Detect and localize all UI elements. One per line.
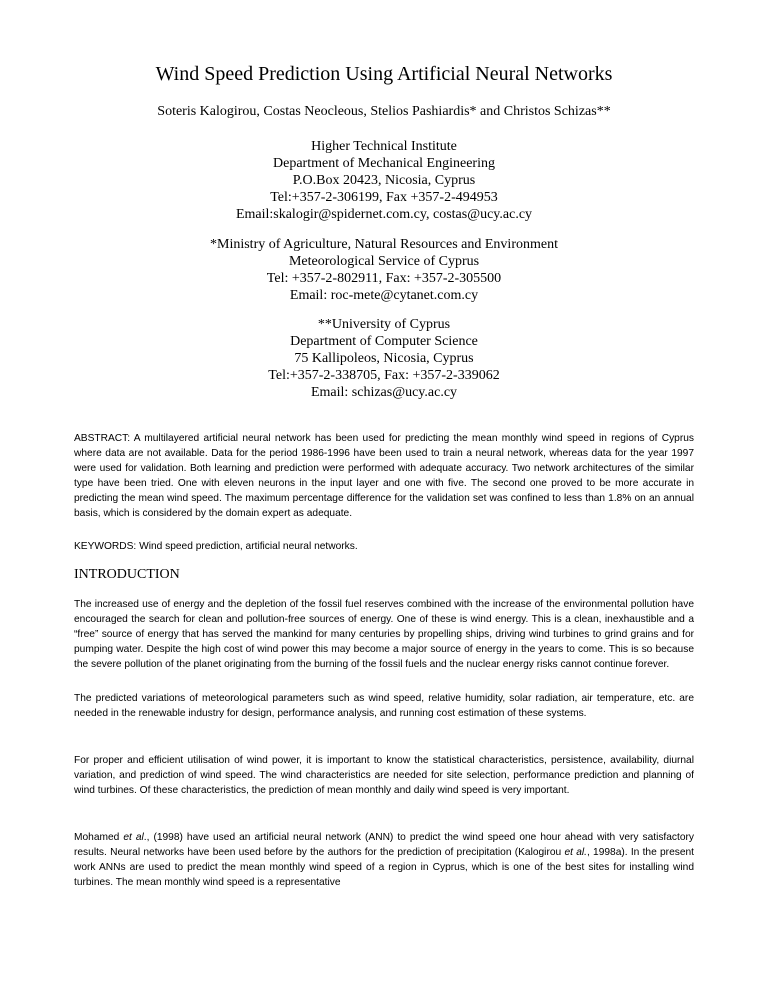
affiliation-line: Higher Technical Institute <box>311 139 457 154</box>
intro-paragraph: The predicted variations of meteorological parameters such as wind speed, relative humidity, solar radiation, air temperature, etc. are needed in the renewable industry for design, performance analysis, and running cost estimation of these systems. <box>74 693 694 719</box>
keywords: KEYWORDS: Wind speed prediction, artificial neural networks. <box>74 541 358 552</box>
affiliation-line: Tel:+357-2-306199, Fax +357-2-494953 <box>270 190 498 205</box>
affiliation-ucy <box>0 316 768 401</box>
affiliation-line: Department of Mechanical Engineering <box>273 156 495 171</box>
affiliation-line: Meteorological Service of Cyprus <box>288 254 480 269</box>
affiliation-line: Email: roc-mete@cytanet.com.cy <box>289 288 479 303</box>
section-heading-introduction: INTRODUCTION <box>74 567 180 582</box>
intro-paragraph: The increased use of energy and the depletion of the fossil fuel reserves combined with the increase of the environmental pollution have encouraged the search for clean and pollution-free sources of energy. One of these is wind energy. This is a clean, inexhaustible and a “free” source of energy that has served the mankind for many centuries by propelling ships, driving wind turbines to grind grains and for pumping water. Despite the high cost of wind power this may become a major source of energy in the years to come. This is so because the severe pollution of the planet originating from the burning of the fossil fuels and the nuclear energy risks cannot continue forever. <box>74 599 694 670</box>
affiliation-ministry <box>0 236 768 304</box>
intro-paragraph: For proper and efficient utilisation of wind power, it is important to know the statistical characteristics, persistence, availability, diurnal variation, and prediction of wind speed. The wind characteristics are needed for site selection, performance prediction and planning of wind turbines. Of these characteristics, the prediction of mean monthly and daily wind speed is very important. <box>74 755 694 796</box>
affiliation-line: 75 Kallipoleos, Nicosia, Cyprus <box>294 351 474 366</box>
abstract: ABSTRACT: A multilayered artificial neural network has been used for predicting the mean monthly wind speed in regions of Cyprus where data are not available. Data for the period 1986-1996 have been used to train a neural network, whereas data for the year 1997 were used for validation. Both learning and prediction were performed with adequate accuracy. Two network architectures of the similar type have been tried. One with eleven neurons in the input layer and one with five. The second one proved to be more accurate in predicting the mean wind speed. The maximum percentage difference for the validation set was confined to less than 1.8% on an annual basis, which is considered by the domain expert as adequate. <box>74 433 694 519</box>
affiliation-line: Email: schizas@ucy.ac.cy <box>310 385 458 400</box>
affiliation-line: *Ministry of Agriculture, Natural Resources and Environment <box>210 237 558 252</box>
text-run: , 1998a). In the present work ANNs are used to predict the mean monthly wind speed of a region in Cyprus, which is one of the best sites for installing wind turbines. The mean monthly wind speed is a representative <box>74 847 694 888</box>
affiliation-line: Email:skalogir@spidernet.com.cy, costas@ucy.ac.cy <box>235 207 533 222</box>
text-run: ., (1998) have used an artificial neural network (ANN) to predict the wind speed one hour ahead with very satisfactory results. Neural networks have been used before by the authors for the prediction of precipitation (Kalogirou <box>74 832 695 858</box>
citation-etal: et al <box>123 832 144 843</box>
author-list: Soteris Kalogirou, Costas Neocleous, Stelios Pashiardis* and Christos Schizas** <box>157 104 611 119</box>
affiliation-line: Tel:+357-2-338705, Fax: +357-2-339062 <box>268 368 500 383</box>
text-run: Mohamed <box>74 832 124 843</box>
affiliation-line: **University of Cyprus <box>317 317 451 332</box>
paper-title: Wind Speed Prediction Using Artificial Neural Networks <box>155 63 613 85</box>
citation-etal: et al. <box>564 847 587 858</box>
intro-paragraph <box>74 830 694 890</box>
affiliation-line: Tel: +357-2-802911, Fax: +357-2-305500 <box>266 271 502 286</box>
affiliation-line: Department of Computer Science <box>290 334 478 349</box>
affiliation-line: P.O.Box 20423, Nicosia, Cyprus <box>292 173 476 188</box>
affiliation-hti <box>0 138 768 223</box>
